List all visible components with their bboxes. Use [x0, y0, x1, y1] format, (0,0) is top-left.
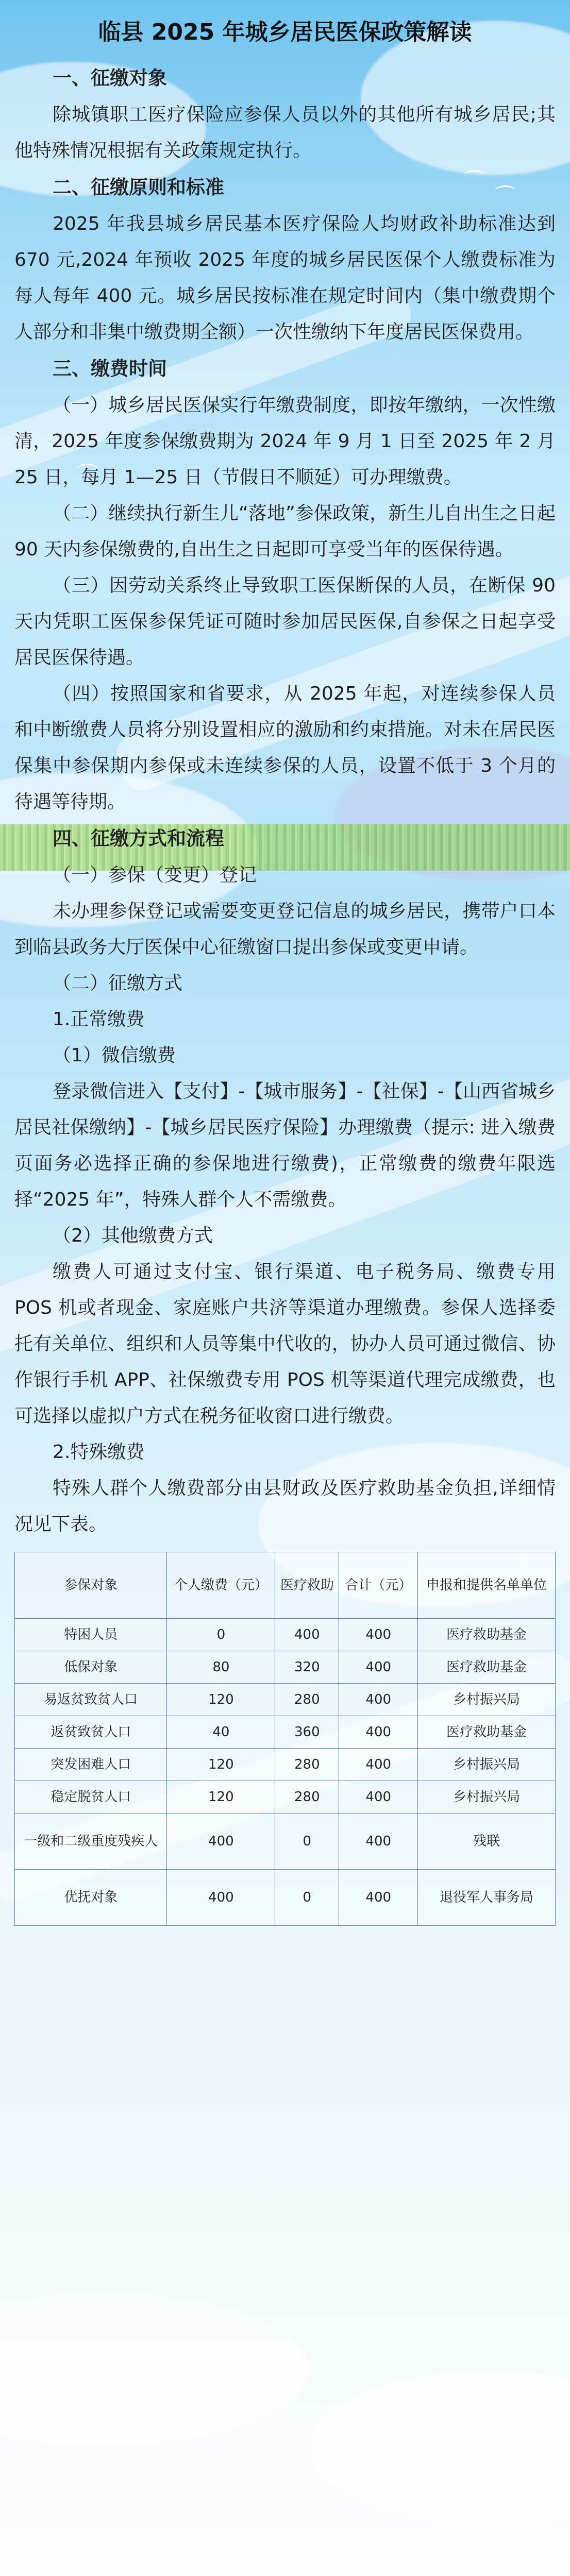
column-header: 合计（元） — [339, 1552, 418, 1619]
table-cell: 400 — [275, 1619, 339, 1651]
table-cell: 360 — [275, 1716, 339, 1749]
subheading: （二）征缴方式 — [53, 973, 183, 994]
paragraph: 2025 年我县城乡居民基本医疗保险人均财政补助标准达到 670 元,2024 年预收 2025 年度的城乡居民医保个人缴费标准为每人每年 400 元。城乡居民按标准在规定时间内（集中缴费期个人部分和非集中缴费期全额）一次性缴纳下年度居民医保费用。 — [14, 213, 556, 343]
subheading: 1.正常缴费 — [53, 1009, 145, 1030]
table-cell: 120 — [167, 1749, 275, 1781]
table-cell: 280 — [275, 1684, 339, 1716]
table-cell: 400 — [339, 1684, 418, 1716]
table-cell: 0 — [275, 1814, 339, 1870]
table-cell: 优抚对象 — [15, 1870, 167, 1926]
table-row — [15, 1870, 556, 1926]
table-cell: 400 — [167, 1870, 275, 1926]
table-cell: 退役军人事务局 — [418, 1870, 556, 1926]
column-header: 个人缴费（元） — [167, 1552, 275, 1619]
paragraph: 未办理参保登记或需要变更登记信息的城乡居民，携带户口本到临县政务大厅医保中心征缴窗口提出参保或变更申请。 — [14, 901, 556, 958]
table-row — [15, 1619, 556, 1651]
table-cell: 突发困难人口 — [15, 1749, 167, 1781]
table-cell: 120 — [167, 1781, 275, 1814]
table-cell: 乡村振兴局 — [418, 1781, 556, 1814]
table-cell: 医疗救助基金 — [418, 1619, 556, 1651]
column-header: 医疗救助 — [275, 1552, 339, 1619]
article — [14, 0, 556, 1926]
table-cell: 残联 — [418, 1814, 556, 1870]
section-heading: 一、征缴对象 — [53, 67, 167, 89]
paragraph: 特殊人群个人缴费部分由县财政及医疗救助基金负担,详细情况见下表。 — [14, 1478, 556, 1535]
paragraph: （二）继续执行新生儿“落地”参保政策，新生儿自出生之日起 90 天内参保缴费的,自出生之日起即可享受当年的医保待遇。 — [14, 503, 556, 560]
table-cell: 返贫致贫人口 — [15, 1716, 167, 1749]
table-row — [15, 1814, 556, 1870]
table-cell: 80 — [167, 1651, 275, 1684]
table-cell: 400 — [339, 1716, 418, 1749]
table-cell: 280 — [275, 1781, 339, 1814]
table-cell: 400 — [339, 1814, 418, 1870]
column-header: 申报和提供名单单位 — [418, 1552, 556, 1619]
subheading: 2.特殊缴费 — [53, 1442, 145, 1463]
table-cell: 400 — [339, 1749, 418, 1781]
subsidy-table — [14, 1552, 556, 1926]
table-cell: 320 — [275, 1651, 339, 1684]
table-cell: 易返贫致贫人口 — [15, 1684, 167, 1716]
table-cell: 稳定脱贫人口 — [15, 1781, 167, 1814]
section-heading: 四、征缴方式和流程 — [53, 827, 224, 850]
table-cell: 乡村振兴局 — [418, 1684, 556, 1716]
table-cell: 低保对象 — [15, 1651, 167, 1684]
table-cell: 400 — [339, 1651, 418, 1684]
page-title: 临县 2025 年城乡居民医保政策解读 — [98, 19, 472, 45]
table-row — [15, 1684, 556, 1716]
table-cell: 医疗救助基金 — [418, 1651, 556, 1684]
table-cell: 400 — [339, 1870, 418, 1926]
subheading: （一）参保（变更）登记 — [53, 865, 257, 886]
paragraph: （一）城乡居民医保实行年缴费制度，即按年缴纳，一次性缴清，2025 年度参保缴费期为 2024 年 9 月 1 日至 2025 年 2 月 25 日，每月 1—25 日（节假日不顺延）可办理缴费。 — [14, 395, 556, 488]
section-heading: 三、缴费时间 — [53, 358, 167, 380]
paragraph: （四）按照国家和省要求，从 2025 年起，对连续参保人员和中断缴费人员将分别设置相应的激励和约束措施。对未在居民医保集中参保期内参保或未连续参保的人员，设置不低于 3 个月的待遇等待期。 — [14, 683, 556, 812]
table-cell: 0 — [167, 1619, 275, 1651]
table-cell: 40 — [167, 1716, 275, 1749]
table-row — [15, 1716, 556, 1749]
table-row — [15, 1651, 556, 1684]
paragraph: 缴费人可通过支付宝、银行渠道、电子税务局、缴费专用 POS 机或者现金、家庭账户共济等渠道办理缴费。参保人选择委托有关单位、组织和人员等集中代收的，协办人员可通过微信、协作银行手机 APP、社保缴费专用 POS 机等渠道代理完成缴费，也可选择以虚拟户方式在税务征收窗口进行缴费。 — [14, 1261, 556, 1427]
table-cell: 乡村振兴局 — [418, 1749, 556, 1781]
table-cell: 特困人员 — [15, 1619, 167, 1651]
table-header-row — [15, 1552, 556, 1619]
table-cell: 280 — [275, 1749, 339, 1781]
table-cell: 400 — [339, 1781, 418, 1814]
table-cell: 一级和二级重度残疾人 — [15, 1814, 167, 1870]
table-cell: 120 — [167, 1684, 275, 1716]
table-cell: 400 — [339, 1619, 418, 1651]
table-row — [15, 1749, 556, 1781]
table-row — [15, 1781, 556, 1814]
column-header: 参保对象 — [15, 1552, 167, 1619]
subheading: （1）微信缴费 — [53, 1045, 176, 1066]
subheading: （2）其他缴费方式 — [53, 1225, 213, 1246]
table-cell: 400 — [167, 1814, 275, 1870]
section-heading: 二、征缴原则和标准 — [53, 176, 224, 198]
table-cell: 医疗救助基金 — [418, 1716, 556, 1749]
paragraph: （三）因劳动关系终止导致职工医保断保的人员，在断保 90 天内凭职工医保参保凭证可随时参加居民医保,自参保之日起享受居民医保待遇。 — [14, 575, 556, 668]
table-cell: 0 — [275, 1870, 339, 1926]
paragraph: 登录微信进入【支付】-【城市服务】-【社保】-【山西省城乡居民社保缴纳】-【城乡居民医疗保险】办理缴费（提示: 进入缴费页面务必选择正确的参保地进行缴费)，正常缴费的缴费年限选择“2025 年”，特殊人群个人不需缴费。 — [14, 1081, 556, 1210]
paragraph: 除城镇职工医疗保险应参保人员以外的其他所有城乡居民;其他特殊情况根据有关政策规定执行。 — [14, 104, 556, 161]
